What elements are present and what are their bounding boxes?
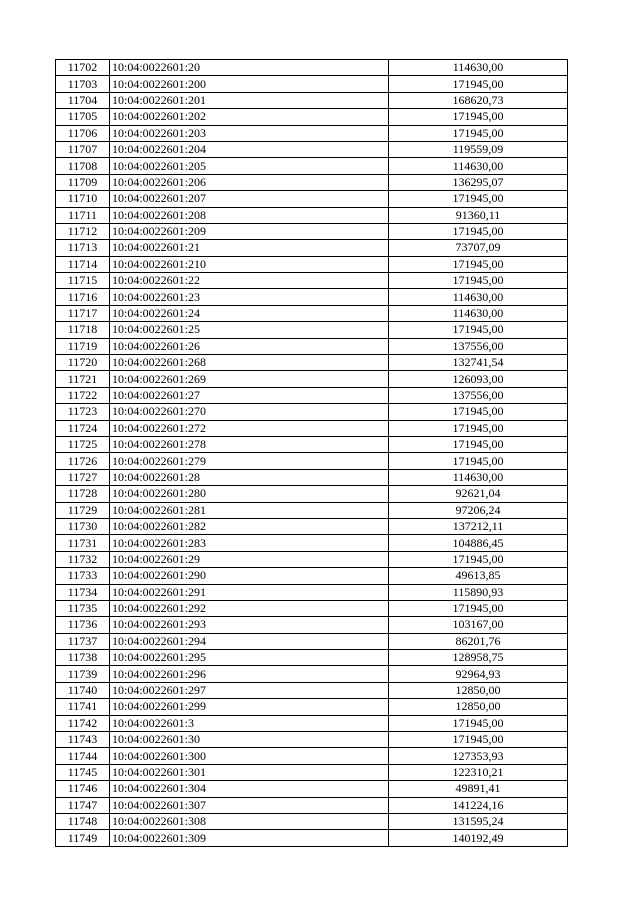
table-row [56,76,568,92]
cadastral-number-cell: 10:04:0022601:293 [110,617,389,633]
cadastral-number-cell: 10:04:0022601:206 [110,174,389,190]
value-cell: 137556,00 [389,387,568,403]
table-row [56,60,568,76]
cadastral-number-cell: 10:04:0022601:292 [110,600,389,616]
value-cell: 132741,54 [389,355,568,371]
cadastral-number-cell: 10:04:0022601:301 [110,764,389,780]
cadastral-number-cell: 10:04:0022601:207 [110,191,389,207]
table-row [56,748,568,764]
row-number-cell: 11745 [56,764,110,780]
cadastral-number-cell: 10:04:0022601:270 [110,404,389,420]
value-cell: 131595,24 [389,813,568,829]
row-number-cell: 11718 [56,322,110,338]
value-cell: 126093,00 [389,371,568,387]
table-row [56,764,568,780]
value-cell: 91360,11 [389,207,568,223]
row-number-cell: 11747 [56,797,110,813]
row-number-cell: 11727 [56,469,110,485]
value-cell: 49613,85 [389,568,568,584]
row-number-cell: 11713 [56,240,110,256]
value-cell: 92621,04 [389,486,568,502]
cadastral-number-cell: 10:04:0022601:208 [110,207,389,223]
value-cell: 119559,09 [389,141,568,157]
row-number-cell: 11741 [56,699,110,715]
row-number-cell: 11715 [56,273,110,289]
value-cell: 171945,00 [389,223,568,239]
row-number-cell: 11709 [56,174,110,190]
value-cell: 104886,45 [389,535,568,551]
row-number-cell: 11712 [56,223,110,239]
cadastral-number-cell: 10:04:0022601:24 [110,305,389,321]
row-number-cell: 11736 [56,617,110,633]
cadastral-number-cell: 10:04:0022601:307 [110,797,389,813]
table-row [56,223,568,239]
cadastral-number-cell: 10:04:0022601:309 [110,830,389,846]
cadastral-value-table [55,59,568,847]
row-number-cell: 11742 [56,715,110,731]
cadastral-number-cell: 10:04:0022601:279 [110,453,389,469]
table-row [56,404,568,420]
table-row [56,600,568,616]
table-row [56,174,568,190]
value-cell: 171945,00 [389,715,568,731]
cadastral-number-cell: 10:04:0022601:30 [110,732,389,748]
value-cell: 136295,07 [389,174,568,190]
cadastral-number-cell: 10:04:0022601:308 [110,813,389,829]
cadastral-number-cell: 10:04:0022601:291 [110,584,389,600]
table-row [56,650,568,666]
table-row [56,109,568,125]
cadastral-number-cell: 10:04:0022601:300 [110,748,389,764]
row-number-cell: 11705 [56,109,110,125]
table-row [56,781,568,797]
row-number-cell: 11740 [56,682,110,698]
row-number-cell: 11734 [56,584,110,600]
value-cell: 12850,00 [389,699,568,715]
value-cell: 171945,00 [389,256,568,272]
cadastral-number-cell: 10:04:0022601:21 [110,240,389,256]
row-number-cell: 11725 [56,436,110,452]
cadastral-number-cell: 10:04:0022601:278 [110,436,389,452]
table-row [56,584,568,600]
value-cell: 171945,00 [389,273,568,289]
cadastral-number-cell: 10:04:0022601:204 [110,141,389,157]
table-row [56,338,568,354]
table-row [56,158,568,174]
value-cell: 171945,00 [389,125,568,141]
value-cell: 103167,00 [389,617,568,633]
cadastral-number-cell: 10:04:0022601:205 [110,158,389,174]
cadastral-number-cell: 10:04:0022601:283 [110,535,389,551]
value-cell: 114630,00 [389,289,568,305]
row-number-cell: 11738 [56,650,110,666]
value-cell: 92964,93 [389,666,568,682]
table-row [56,518,568,534]
table-row [56,813,568,829]
table-row [56,207,568,223]
row-number-cell: 11732 [56,551,110,567]
cadastral-number-cell: 10:04:0022601:27 [110,387,389,403]
row-number-cell: 11731 [56,535,110,551]
table-row [56,453,568,469]
value-cell: 171945,00 [389,551,568,567]
row-number-cell: 11721 [56,371,110,387]
cadastral-number-cell: 10:04:0022601:201 [110,92,389,108]
row-number-cell: 11724 [56,420,110,436]
value-cell: 115890,93 [389,584,568,600]
cadastral-number-cell: 10:04:0022601:3 [110,715,389,731]
value-cell: 171945,00 [389,404,568,420]
value-cell: 171945,00 [389,732,568,748]
table-row [56,191,568,207]
cadastral-number-cell: 10:04:0022601:304 [110,781,389,797]
value-cell: 140192,49 [389,830,568,846]
value-cell: 171945,00 [389,453,568,469]
cadastral-number-cell: 10:04:0022601:25 [110,322,389,338]
cadastral-number-cell: 10:04:0022601:281 [110,502,389,518]
value-cell: 171945,00 [389,420,568,436]
value-cell: 12850,00 [389,682,568,698]
value-cell: 114630,00 [389,60,568,76]
cadastral-number-cell: 10:04:0022601:290 [110,568,389,584]
row-number-cell: 11703 [56,76,110,92]
value-cell: 114630,00 [389,469,568,485]
row-number-cell: 11729 [56,502,110,518]
value-cell: 141224,16 [389,797,568,813]
cadastral-number-cell: 10:04:0022601:268 [110,355,389,371]
value-cell: 137556,00 [389,338,568,354]
table-body [56,60,568,847]
cadastral-number-cell: 10:04:0022601:282 [110,518,389,534]
row-number-cell: 11711 [56,207,110,223]
table-row [56,633,568,649]
table-row [56,273,568,289]
row-number-cell: 11726 [56,453,110,469]
row-number-cell: 11735 [56,600,110,616]
cadastral-number-cell: 10:04:0022601:210 [110,256,389,272]
table-row [56,322,568,338]
row-number-cell: 11714 [56,256,110,272]
value-cell: 97206,24 [389,502,568,518]
row-number-cell: 11728 [56,486,110,502]
cadastral-number-cell: 10:04:0022601:297 [110,682,389,698]
cadastral-number-cell: 10:04:0022601:209 [110,223,389,239]
row-number-cell: 11720 [56,355,110,371]
cadastral-number-cell: 10:04:0022601:23 [110,289,389,305]
cadastral-number-cell: 10:04:0022601:203 [110,125,389,141]
table-row [56,371,568,387]
table-row [56,797,568,813]
value-cell: 171945,00 [389,436,568,452]
value-cell: 122310,21 [389,764,568,780]
value-cell: 114630,00 [389,305,568,321]
table-row [56,699,568,715]
table-row [56,666,568,682]
row-number-cell: 11710 [56,191,110,207]
table-row [56,830,568,846]
row-number-cell: 11739 [56,666,110,682]
cadastral-number-cell: 10:04:0022601:202 [110,109,389,125]
table-row [56,355,568,371]
row-number-cell: 11748 [56,813,110,829]
cadastral-number-cell: 10:04:0022601:20 [110,60,389,76]
table-row [56,469,568,485]
row-number-cell: 11704 [56,92,110,108]
table-row [56,551,568,567]
table-row [56,617,568,633]
row-number-cell: 11743 [56,732,110,748]
table-row [56,92,568,108]
row-number-cell: 11716 [56,289,110,305]
value-cell: 168620,73 [389,92,568,108]
cadastral-number-cell: 10:04:0022601:295 [110,650,389,666]
row-number-cell: 11746 [56,781,110,797]
value-cell: 114630,00 [389,158,568,174]
cadastral-number-cell: 10:04:0022601:29 [110,551,389,567]
row-number-cell: 11730 [56,518,110,534]
row-number-cell: 11708 [56,158,110,174]
row-number-cell: 11706 [56,125,110,141]
table-row [56,682,568,698]
row-number-cell: 11717 [56,305,110,321]
cadastral-number-cell: 10:04:0022601:294 [110,633,389,649]
row-number-cell: 11722 [56,387,110,403]
value-cell: 86201,76 [389,633,568,649]
table-row [56,289,568,305]
value-cell: 137212,11 [389,518,568,534]
cadastral-number-cell: 10:04:0022601:22 [110,273,389,289]
table-row [56,715,568,731]
table-row [56,256,568,272]
value-cell: 73707,09 [389,240,568,256]
cadastral-number-cell: 10:04:0022601:200 [110,76,389,92]
table-row [56,420,568,436]
cadastral-number-cell: 10:04:0022601:269 [110,371,389,387]
table-row [56,305,568,321]
cadastral-number-cell: 10:04:0022601:299 [110,699,389,715]
value-cell: 171945,00 [389,76,568,92]
cadastral-number-cell: 10:04:0022601:296 [110,666,389,682]
value-cell: 128958,75 [389,650,568,666]
row-number-cell: 11749 [56,830,110,846]
row-number-cell: 11707 [56,141,110,157]
cadastral-number-cell: 10:04:0022601:280 [110,486,389,502]
cadastral-number-cell: 10:04:0022601:28 [110,469,389,485]
table-row [56,502,568,518]
row-number-cell: 11737 [56,633,110,649]
table-row [56,141,568,157]
table-row [56,732,568,748]
value-cell: 171945,00 [389,600,568,616]
cadastral-number-cell: 10:04:0022601:272 [110,420,389,436]
table-row [56,535,568,551]
value-cell: 171945,00 [389,109,568,125]
value-cell: 49891,41 [389,781,568,797]
table-row [56,240,568,256]
value-cell: 171945,00 [389,191,568,207]
row-number-cell: 11733 [56,568,110,584]
row-number-cell: 11744 [56,748,110,764]
table-row [56,436,568,452]
cadastral-number-cell: 10:04:0022601:26 [110,338,389,354]
row-number-cell: 11719 [56,338,110,354]
table-row [56,568,568,584]
row-number-cell: 11702 [56,60,110,76]
value-cell: 127353,93 [389,748,568,764]
row-number-cell: 11723 [56,404,110,420]
value-cell: 171945,00 [389,322,568,338]
table-row [56,387,568,403]
table-row [56,486,568,502]
table-row [56,125,568,141]
